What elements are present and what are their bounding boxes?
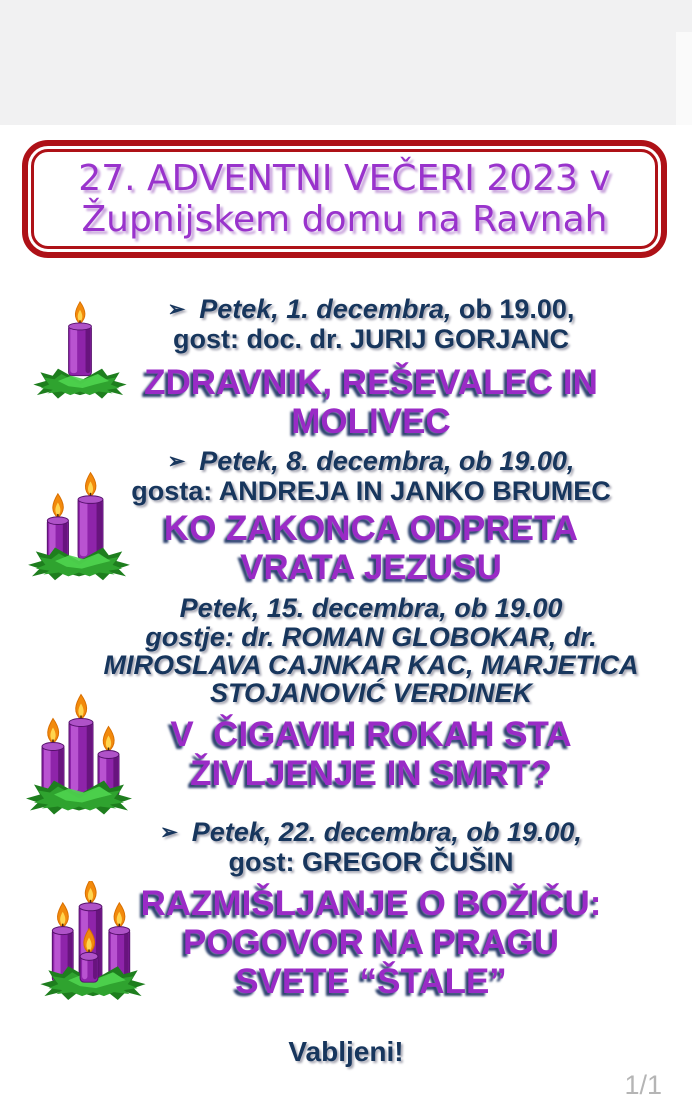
right-edge-strip xyxy=(676,32,692,125)
viewer-top-margin xyxy=(0,0,692,125)
title-box xyxy=(22,140,667,258)
event-block-3 xyxy=(80,593,662,793)
event-date-emphasis: Petek, 8. decembra, ob 19.00, xyxy=(199,446,575,476)
title-line-1: 27. ADVENTNI VEČERI 2023 v xyxy=(78,158,611,199)
event-guest-line: gosta: ANDREJA IN JANKO BRUMEC xyxy=(131,476,611,506)
event-block-4 xyxy=(80,817,662,1001)
event-guest-line: MIROSLAVA CAJNKAR KAC, MARJETICA xyxy=(103,650,639,680)
event-date-emphasis: Petek, 15. decembra, ob 19.00 xyxy=(179,593,563,623)
event-title xyxy=(80,509,662,587)
event-guests xyxy=(80,848,662,876)
closing-text: Vabljeni! xyxy=(288,1036,404,1067)
event-title-line: ŽIVLJENJE IN SMRT? xyxy=(190,754,552,793)
event-date-time: ob 19.00, xyxy=(451,294,575,324)
event-date xyxy=(80,294,662,325)
event-date-emphasis: Petek, 1. decembra, xyxy=(199,294,452,324)
event-title-line: RAZMIŠLJANJE O BOŽIČU: xyxy=(140,884,602,923)
page-indicator: 1/1 xyxy=(624,1070,662,1100)
event-title-line: KO ZAKONCA ODPRETA xyxy=(163,509,579,548)
event-title-line: POGOVOR NA PRAGU xyxy=(183,923,559,962)
event-guest-line: gost: GREGOR ČUŠIN xyxy=(228,847,514,877)
poster-title xyxy=(78,158,610,240)
event-title-line: V ČIGAVIH ROKAH STA xyxy=(170,715,572,754)
event-block-2 xyxy=(80,446,662,587)
event-guest-line: STOJANOVIĆ VERDINEK xyxy=(209,678,533,708)
event-date xyxy=(80,446,662,477)
title-line-2: Župnijskem domu na Ravnah xyxy=(81,199,608,240)
event-date xyxy=(80,593,662,623)
event-guests xyxy=(80,477,662,505)
event-title xyxy=(80,363,662,441)
title-box-inner-border xyxy=(31,149,658,249)
poster-page xyxy=(0,125,692,1100)
arrow-bullet-icon: ➢ xyxy=(160,821,178,844)
event-guests xyxy=(80,325,662,353)
event-title-line: ZDRAVNIK, REŠEVALEC IN xyxy=(144,363,598,402)
event-guests xyxy=(80,623,662,707)
event-date xyxy=(80,817,662,848)
arrow-bullet-icon: ➢ xyxy=(167,298,186,321)
event-title-line: MOLIVEC xyxy=(291,402,451,441)
event-title xyxy=(80,715,662,793)
event-block-1 xyxy=(80,294,662,441)
event-date-emphasis: Petek, 22. decembra, ob 19.00, xyxy=(191,817,582,847)
event-title xyxy=(80,884,662,1001)
event-title-line: VRATA JEZUSU xyxy=(240,548,502,587)
event-guest-line: gostje: dr. ROMAN GLOBOKAR, dr. xyxy=(145,622,597,652)
event-title-line: SVETE “ŠTALE” xyxy=(235,962,507,1001)
arrow-bullet-icon: ➢ xyxy=(167,450,186,473)
event-guest-line: gost: doc. dr. JURIJ GORJANC xyxy=(172,324,570,354)
